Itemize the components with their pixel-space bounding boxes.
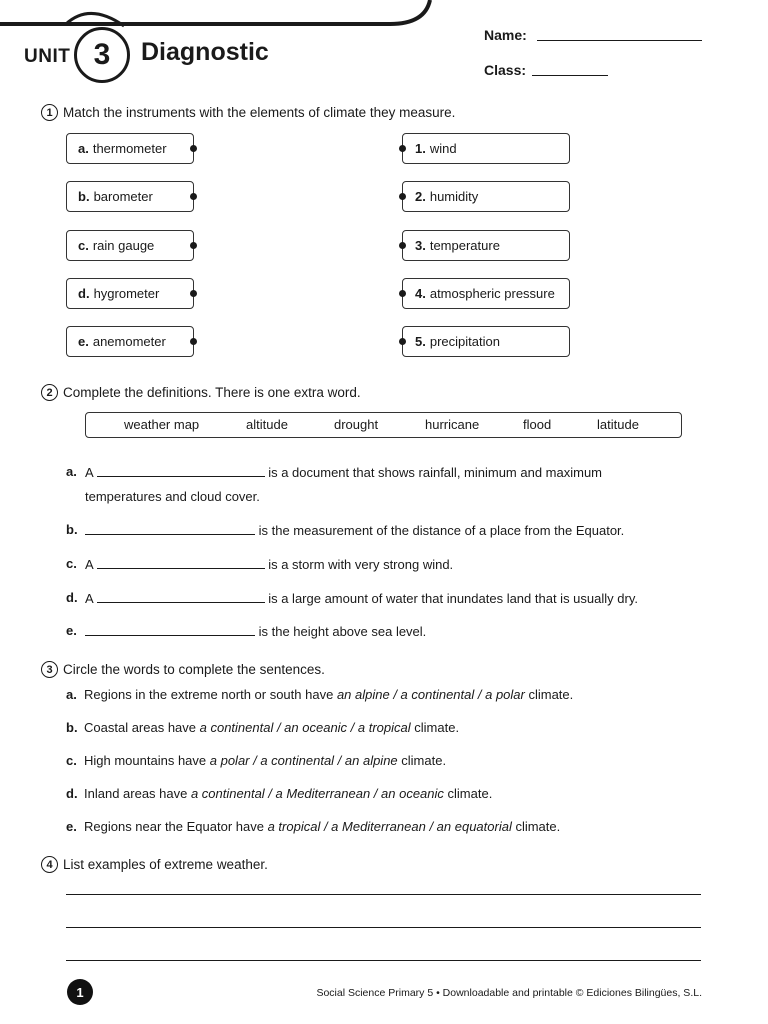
word-bank-item: altitude	[246, 417, 288, 432]
connector-dot[interactable]	[190, 145, 197, 152]
definition-b	[85, 522, 624, 538]
article: A	[85, 557, 93, 572]
connector-dot[interactable]	[399, 145, 406, 152]
word-bank	[85, 412, 682, 438]
sentence-end: climate.	[443, 786, 493, 801]
blank-e[interactable]	[85, 623, 255, 636]
match-right-1[interactable]	[402, 133, 570, 164]
definition-text: is a storm with very strong wind.	[268, 557, 454, 572]
page-title: Diagnostic	[141, 38, 269, 66]
item-text: precipitation	[429, 334, 500, 349]
sentence-c	[84, 753, 446, 768]
item-number: 1.	[415, 141, 426, 156]
connector-dot[interactable]	[190, 193, 197, 200]
item-number: 4.	[415, 286, 426, 301]
sentence-d	[84, 786, 492, 801]
section-instruction: List examples of extreme weather.	[63, 857, 268, 872]
word-bank-item: hurricane	[425, 417, 480, 432]
sentence-start: Coastal areas have	[84, 720, 200, 735]
sentence-a	[84, 687, 573, 702]
word-bank-item: weather map	[124, 417, 200, 432]
article: A	[85, 465, 93, 480]
match-right-2[interactable]	[402, 181, 570, 212]
item-text: wind	[429, 141, 457, 156]
item-letter: e.	[78, 334, 89, 349]
definition-text: is a large amount of water that inundates land that is usually dry.	[268, 591, 638, 606]
connector-dot[interactable]	[190, 242, 197, 249]
item-letter: b.	[66, 720, 78, 735]
connector-dot[interactable]	[190, 338, 197, 345]
definition-text: is a document that shows rainfall, minimum and maximum	[268, 465, 603, 480]
sentence-options[interactable]: a continental / a Mediterranean / an oceanic	[190, 786, 444, 801]
connector-dot[interactable]	[399, 242, 406, 249]
item-letter: c.	[66, 556, 77, 571]
connector-dot[interactable]	[399, 193, 406, 200]
match-right-5[interactable]	[402, 326, 570, 357]
item-number: 2.	[415, 189, 426, 204]
unit-number-badge: 3	[74, 27, 130, 83]
sentence-b	[84, 720, 459, 735]
sentence-options[interactable]: a tropical / a Mediterranean / an equatorial	[267, 819, 512, 834]
blank-a[interactable]	[97, 464, 265, 477]
section-2-heading	[41, 384, 361, 401]
blank-c[interactable]	[97, 556, 265, 569]
definition-a	[85, 464, 602, 480]
item-text: thermometer	[92, 141, 167, 156]
section-instruction: Circle the words to complete the sentences.	[63, 662, 325, 677]
match-left-c[interactable]	[66, 230, 194, 261]
name-field[interactable]	[537, 40, 702, 41]
match-left-e[interactable]	[66, 326, 194, 357]
match-left-a[interactable]	[66, 133, 194, 164]
sentence-options[interactable]: a continental / an oceanic / a tropical	[199, 720, 411, 735]
connector-dot[interactable]	[399, 290, 406, 297]
sentence-end: climate.	[410, 720, 460, 735]
section-3-heading	[41, 661, 325, 678]
item-letter: c.	[78, 238, 89, 253]
item-letter: d.	[66, 590, 78, 605]
sentence-start: Regions near the Equator have	[84, 819, 268, 834]
item-text: hygrometer	[93, 286, 160, 301]
item-letter: e.	[66, 623, 77, 638]
item-letter: a.	[66, 687, 77, 702]
definition-text: is the height above sea level.	[258, 624, 427, 639]
name-label: Name:	[484, 27, 527, 43]
item-letter: a.	[66, 464, 77, 479]
item-letter: b.	[66, 522, 78, 537]
sentence-end: climate.	[397, 753, 447, 768]
item-letter: c.	[66, 753, 77, 768]
match-right-4[interactable]	[402, 278, 570, 309]
item-letter: e.	[66, 819, 77, 834]
item-number: 3.	[415, 238, 426, 253]
answer-line[interactable]	[66, 960, 701, 961]
match-left-d[interactable]	[66, 278, 194, 309]
section-4-heading	[41, 856, 268, 873]
sentence-start: Inland areas have	[84, 786, 191, 801]
class-label: Class:	[484, 62, 527, 78]
sentence-start: Regions in the extreme north or south have	[84, 687, 337, 702]
item-letter: b.	[78, 189, 90, 204]
footer-credit: Social Science Primary 5 • Downloadable and printable © Ediciones Bilingües, S.L.	[316, 987, 702, 999]
definition-a-continued: temperatures and cloud cover.	[85, 489, 260, 504]
definition-c	[85, 556, 453, 572]
word-bank-item: latitude	[597, 417, 639, 432]
sentence-end: climate.	[524, 687, 574, 702]
blank-b[interactable]	[85, 522, 255, 535]
match-right-3[interactable]	[402, 230, 570, 261]
item-letter: d.	[66, 786, 78, 801]
item-text: atmospheric pressure	[429, 286, 555, 301]
match-left-b[interactable]	[66, 181, 194, 212]
item-text: humidity	[429, 189, 479, 204]
definition-text: is the measurement of the distance of a place from the Equator.	[258, 523, 625, 538]
connector-dot[interactable]	[190, 290, 197, 297]
section-number: 2	[41, 384, 58, 401]
sentence-options[interactable]: an alpine / a continental / a polar	[336, 687, 525, 702]
page-number: 1	[67, 979, 93, 1005]
section-1-heading	[41, 104, 455, 121]
section-number: 1	[41, 104, 58, 121]
article: A	[85, 591, 93, 606]
item-letter: a.	[78, 141, 89, 156]
item-text: barometer	[93, 189, 153, 204]
answer-line[interactable]	[66, 894, 701, 895]
class-field[interactable]	[532, 75, 608, 76]
section-number: 4	[41, 856, 58, 873]
sentence-start: High mountains have	[84, 753, 210, 768]
item-text: anemometer	[92, 334, 166, 349]
sentence-options[interactable]: a polar / a continental / an alpine	[209, 753, 398, 768]
definition-e	[85, 623, 426, 639]
answer-line[interactable]	[66, 927, 701, 928]
sentence-end: climate.	[511, 819, 561, 834]
item-text: temperature	[429, 238, 500, 253]
word-bank-item: drought	[334, 417, 379, 432]
item-letter: d.	[78, 286, 90, 301]
section-instruction: Match the instruments with the elements of climate they measure.	[63, 105, 456, 120]
item-number: 5.	[415, 334, 426, 349]
unit-label: UNIT	[24, 46, 71, 67]
item-text: rain gauge	[92, 238, 155, 253]
sentence-e	[84, 819, 560, 834]
connector-dot[interactable]	[399, 338, 406, 345]
word-bank-item: flood	[523, 417, 552, 432]
definition-d	[85, 590, 638, 606]
section-instruction: Complete the definitions. There is one extra word.	[63, 385, 361, 400]
section-number: 3	[41, 661, 58, 678]
blank-d[interactable]	[97, 590, 265, 603]
